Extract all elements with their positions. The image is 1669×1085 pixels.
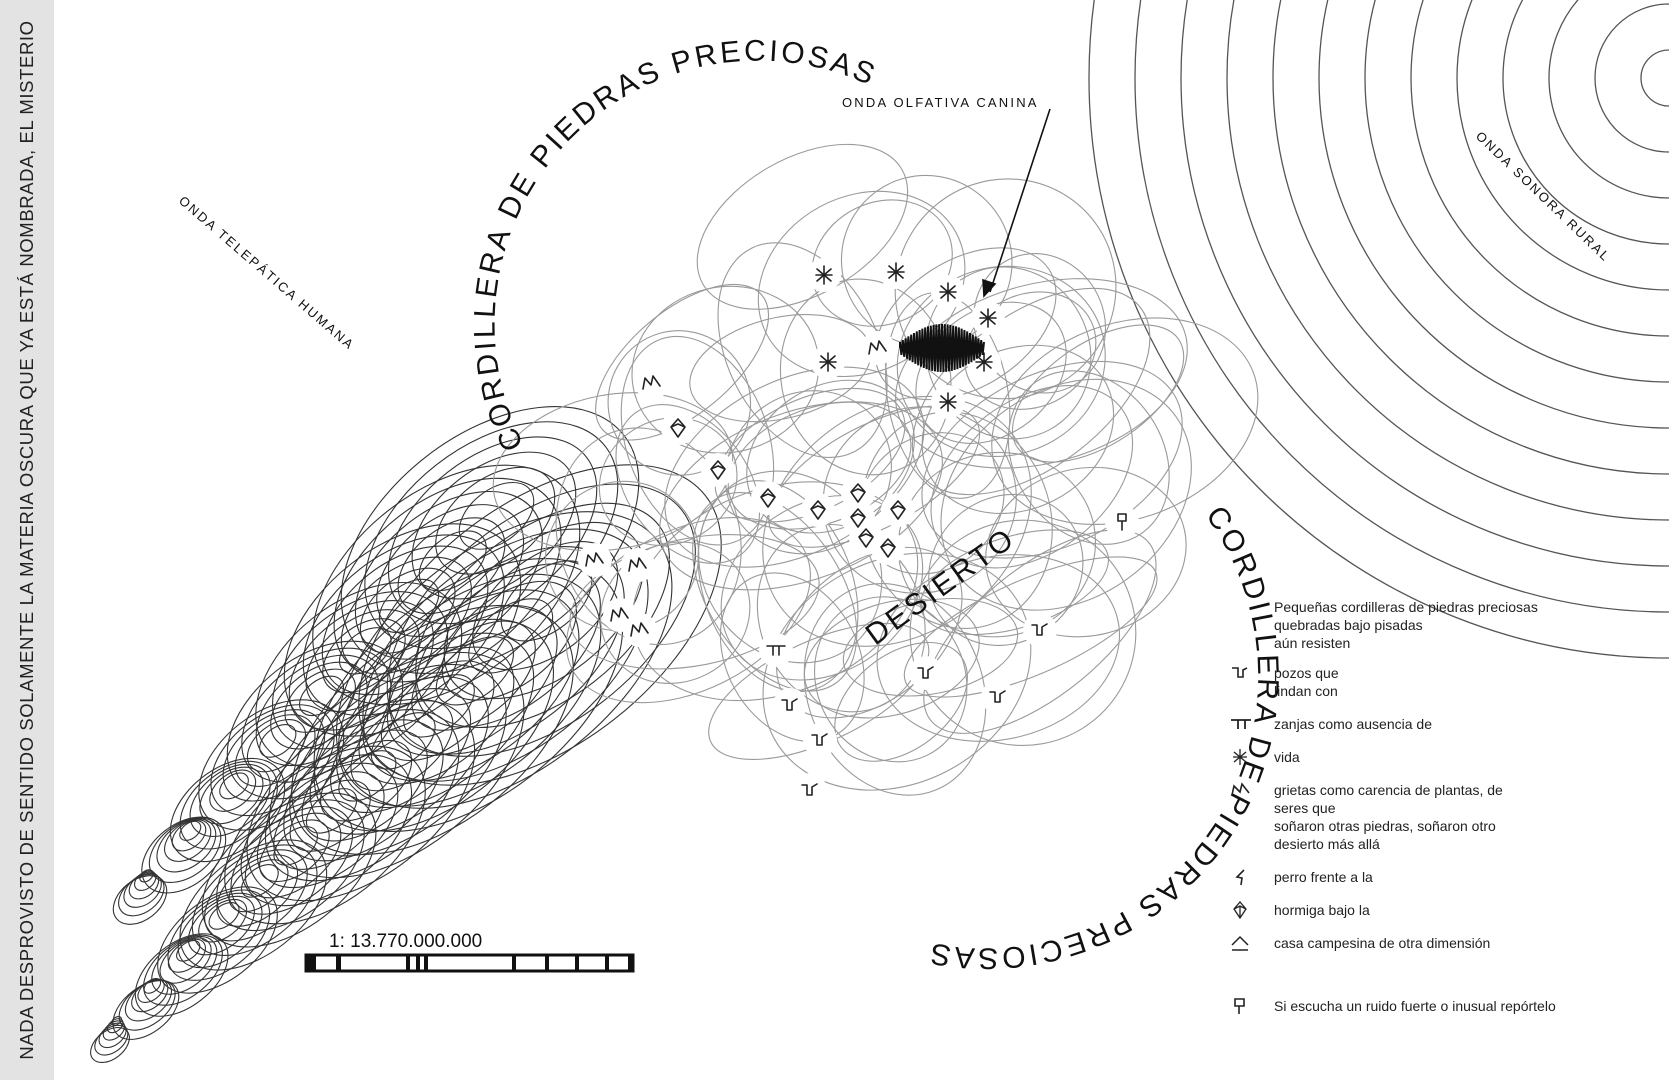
legend: [1229, 598, 1659, 1030]
scale-text: 1: 13.770.000.000: [329, 931, 483, 952]
label-onda-telepatica: ONDA TELEPÁTICA HUMANA: [176, 192, 358, 354]
symbol-halo: [793, 773, 827, 807]
sidebar-vertical-text: NADA DESPROVISTO DE SENTIDO SOLAMENTE LA MATERIA OSCURA QUE YA ESTÁ NOMBRADA, EL MISTERIO: [16, 20, 37, 1060]
legend-item-text: lindan con: [1274, 683, 1338, 699]
mountain-wave: [989, 297, 1207, 490]
mountain-wave: [669, 110, 936, 343]
telepathic-wave: [447, 469, 546, 563]
telepathic-wave: [235, 738, 421, 912]
scale-tick: [628, 955, 633, 971]
legend-item-ruido: [1229, 997, 1659, 1015]
symbol-halo: [909, 656, 943, 690]
legend-item-text: soñaron otras piedras, soñaron otro: [1274, 818, 1496, 834]
mountain-wave: [896, 348, 1167, 605]
symbol-halo: [801, 493, 835, 527]
symbol-halo: [803, 723, 837, 757]
scale-bar: [306, 931, 633, 971]
label-cordillera-right: CORDILLERA DE PIEDRAS PRECIOSAS: [925, 500, 1285, 975]
symbol-halo: [841, 501, 875, 535]
symbol-halo: [773, 688, 807, 722]
legend-item-text: desierto más allá: [1274, 836, 1380, 852]
symbol-halo: [871, 531, 905, 565]
scale-tick: [336, 955, 341, 971]
scale-tick: [424, 955, 428, 971]
label-onda-olfativa: ONDA OLFATIVA CANINA: [842, 95, 1039, 110]
symbol-halo: [661, 411, 695, 445]
sound-ring: [1319, 0, 1669, 428]
symbol-halo: [751, 481, 785, 515]
symbol-halo: [701, 453, 735, 487]
legend-item-text: casa campesina de otra dimensión: [1274, 935, 1491, 951]
legend-item-text: Si escucha un ruido fuerte o inusual repórtelo: [1274, 998, 1556, 1014]
legend-intro-line: quebradas bajo pisadas: [1274, 617, 1423, 633]
legend-item-text: vida: [1274, 749, 1300, 765]
mountain-wave-scribbles: [479, 110, 1287, 836]
legend-item-text: perro frente a la: [1274, 869, 1373, 885]
sound-ring: [1411, 0, 1669, 336]
telepathic-wave: [110, 970, 184, 1040]
legend-item-pozos: [1229, 664, 1659, 700]
scale-tick: [416, 955, 420, 971]
legend-item-grietas: [1229, 781, 1659, 853]
scale-tick: [406, 955, 410, 971]
legend-item-text: hormiga bajo la: [1274, 902, 1370, 918]
symbol-halo: [759, 633, 793, 667]
label-onda-sonora: ONDA SONORA RURAL: [1472, 128, 1614, 265]
symbol-halo: [981, 680, 1015, 714]
symbol-halo: [881, 493, 915, 527]
pozo-icon: [1229, 664, 1265, 682]
grieta-icon: [1229, 781, 1265, 799]
legend-item-text: zanjas como ausencia de: [1274, 716, 1432, 732]
zanja-icon: [1229, 715, 1265, 733]
scale-tick: [545, 955, 549, 971]
ruido-icon: [1229, 997, 1265, 1015]
legend-item-hormiga: [1229, 901, 1659, 919]
legend-intro-line: Pequeñas cordilleras de piedras preciosas: [1274, 599, 1538, 615]
telepathic-wave: [215, 768, 253, 804]
telepathic-wave: [126, 973, 174, 1018]
label-desierto: DESIERTO: [859, 521, 1022, 652]
label-cordillera-top: CORDILLERA DE PIEDRAS PRECIOSAS: [468, 34, 883, 457]
telepathic-wave: [317, 479, 694, 831]
legend-item-zanjas: [1229, 715, 1659, 733]
legend-item-text: pozos que: [1274, 665, 1339, 681]
telepathic-wave: [151, 872, 286, 998]
telepathic-wave: [84, 1020, 136, 1069]
legend-intro-line: aún resisten: [1274, 635, 1351, 651]
casa-icon: [1229, 934, 1265, 952]
sidebar-strip: [0, 0, 54, 1080]
legend-item-casa: [1229, 934, 1659, 952]
sound-ring: [1595, 4, 1669, 152]
legend-item-perro: [1229, 868, 1659, 886]
legend-intro: [1274, 598, 1659, 652]
sound-ring: [1089, 0, 1669, 658]
sound-ring: [1503, 0, 1669, 244]
symbol-halo: [1023, 613, 1057, 647]
sound-ring: [1273, 0, 1669, 474]
sound-ring: [1641, 50, 1669, 106]
scale-tick: [512, 955, 516, 971]
telepathic-wave: [118, 972, 179, 1030]
legend-item-text: grietas como carencia de plantas, de: [1274, 782, 1503, 798]
scale-tick: [575, 955, 579, 971]
legend-item-text: seres que: [1274, 800, 1336, 816]
hormiga-icon: [1229, 901, 1265, 919]
vida-icon: [1229, 748, 1265, 766]
scale-tick: [306, 955, 316, 971]
sound-wave-rings: [1089, 0, 1669, 658]
scale-tick: [605, 955, 609, 971]
sound-ring: [1365, 0, 1669, 382]
legend-item-vida: [1229, 748, 1659, 766]
perro-icon: [1229, 868, 1265, 886]
